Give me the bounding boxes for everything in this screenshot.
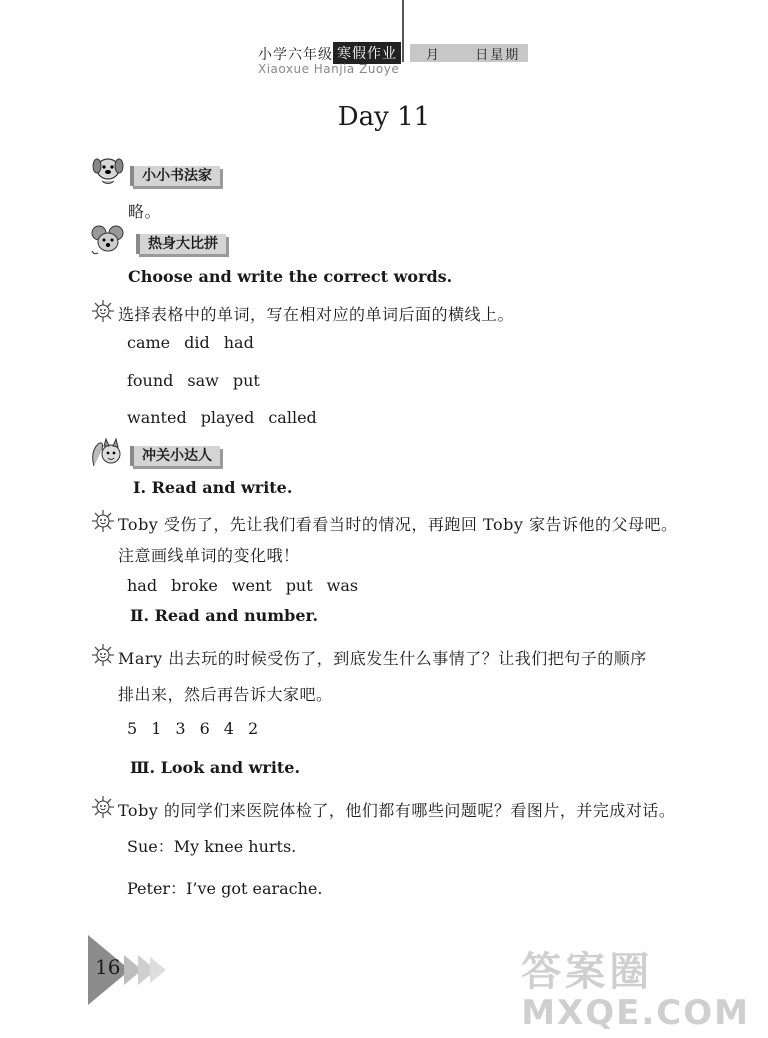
- section-banner-calligraphy: 小小书法家: [130, 166, 220, 186]
- day-label: 日星期: [475, 48, 521, 63]
- word: found: [127, 371, 174, 390]
- word: came: [127, 333, 171, 352]
- dog-mascot-icon: [90, 155, 126, 187]
- page-number: 16: [95, 955, 121, 979]
- part2-answers: [127, 719, 258, 738]
- word-row-3: [127, 408, 331, 427]
- part1-instruction-line2: 注意画线单词的变化哦！: [118, 546, 300, 565]
- header-grade: 小学六年级: [258, 47, 333, 63]
- calligraphy-answer: 略。: [128, 202, 162, 221]
- part3-heading: Ⅲ. Look and write.: [130, 758, 301, 777]
- part2-heading: Ⅱ. Read and number.: [130, 606, 319, 625]
- word: played: [200, 408, 255, 427]
- dialogue-line: [127, 876, 322, 899]
- order-number: 1: [151, 719, 162, 738]
- answer-word: went: [231, 576, 272, 595]
- word: did: [184, 333, 210, 352]
- answer-word: put: [285, 576, 313, 595]
- squirrel-mascot-icon: [90, 436, 126, 468]
- month-label: 月: [426, 48, 442, 63]
- word: wanted: [127, 408, 187, 427]
- dialogue-line: [127, 834, 296, 857]
- word: had: [223, 333, 254, 352]
- warmup-instruction: 选择表格中的单词，写在相对应的单词后面的横线上。: [118, 305, 515, 324]
- header-badge: 寒假作业: [333, 42, 401, 64]
- part2-instruction-line1: Mary 出去玩的时候受伤了，到底发生什么事情了？让我们把句子的顺序: [118, 649, 647, 668]
- answer-word: had: [127, 576, 158, 595]
- part1-instruction-line1: Toby 受伤了，先让我们看看当时的情况，再跑回 Toby 家告诉他的父母吧。: [118, 515, 678, 534]
- warmup-heading: Choose and write the correct words.: [128, 267, 453, 286]
- watermark-bottom: MXQE.COM: [521, 993, 750, 1033]
- sun-star-icon: [92, 300, 114, 322]
- word-row-1: [127, 333, 268, 352]
- header-divider: [402, 0, 404, 62]
- sun-star-icon: [92, 510, 114, 532]
- watermark: [521, 940, 750, 1033]
- word: saw: [187, 371, 219, 390]
- order-number: 6: [199, 719, 210, 738]
- order-number: 2: [247, 719, 259, 738]
- header-pinyin: Xiaoxue Hanjia Zuoye: [258, 62, 400, 76]
- answer-word: was: [326, 576, 359, 595]
- word-row-2: [127, 371, 274, 390]
- speaker-label: Peter：: [127, 879, 187, 898]
- word: put: [232, 371, 260, 390]
- part3-instruction: Toby 的同学们来医院体检了，他们都有哪些问题呢？看图片，并完成对话。: [118, 801, 676, 820]
- order-number: 5: [127, 719, 138, 738]
- watermark-top: 答案圈: [521, 949, 654, 995]
- section-banner-challenge: 冲关小达人: [130, 446, 220, 466]
- section-banner-warmup: 热身大比拼: [136, 234, 226, 254]
- mouse-mascot-icon: [90, 224, 126, 256]
- dialogue-text: I’ve got earache.: [186, 879, 323, 898]
- speaker-label: Sue：: [127, 837, 174, 856]
- sun-star-icon: [92, 796, 114, 818]
- header-date-field: [410, 44, 528, 62]
- order-number: 4: [223, 719, 234, 738]
- part2-instruction-line2: 排出来，然后再告诉大家吧。: [118, 685, 333, 704]
- sun-star-icon: [92, 644, 114, 666]
- order-number: 3: [175, 719, 186, 738]
- dialogue-text: My knee hurts.: [173, 837, 297, 856]
- word: called: [268, 408, 317, 427]
- page-title: Day 11: [337, 102, 431, 132]
- answer-word: broke: [171, 576, 218, 595]
- part1-heading: Ⅰ. Read and write.: [133, 478, 293, 497]
- part1-answers: [127, 576, 372, 595]
